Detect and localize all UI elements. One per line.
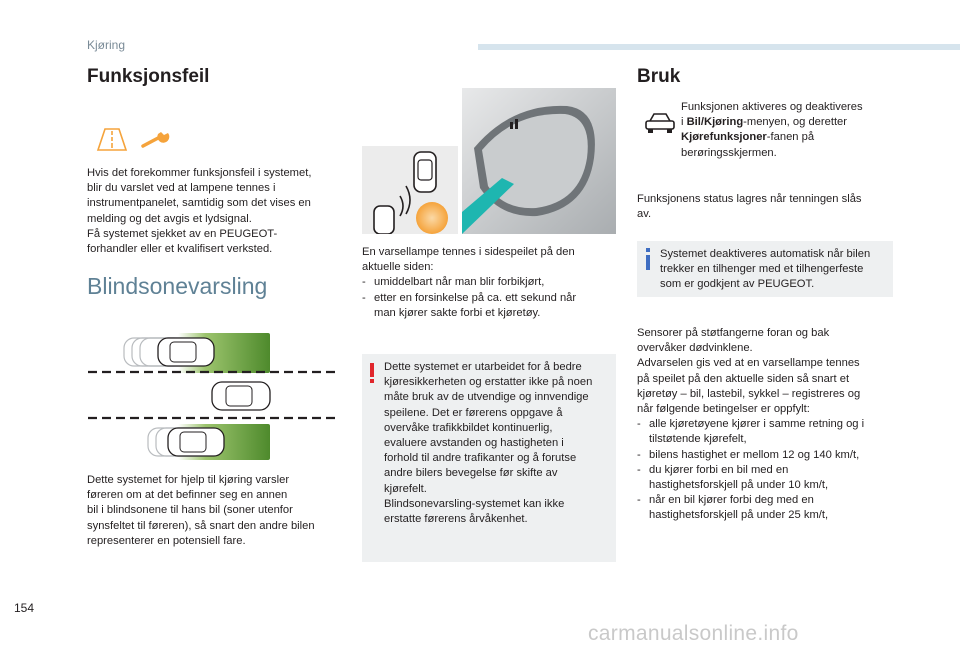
activation-text <box>681 100 901 161</box>
list-item: - bilens hastighet er mellom 12 og 140 km/t, <box>637 448 899 463</box>
description-line: bil i blindsonene til hans bil (soner utenfor <box>87 504 293 517</box>
header-bar <box>478 44 960 50</box>
warning-line: overvåke trafikkbildet kontinuerlig, <box>384 421 553 434</box>
malfunction-title: Funksjonsfeil <box>87 66 210 87</box>
sensor-line: Advarselen gis ved at en varsellampe tennes <box>637 357 860 370</box>
blind-spot-description <box>87 473 342 549</box>
list-item-text: du kjører forbi en bil med en hastighetsforskjell på under 10 km/t, <box>649 463 829 492</box>
activation-line: berøringsskjermen. <box>681 146 777 159</box>
warning-line: kjørefelt. <box>384 482 427 495</box>
status-line: av. <box>637 208 652 221</box>
blind-spot-warning-icon <box>96 126 128 152</box>
warning-line: erstatte førerens årvåkenhet. <box>384 513 528 526</box>
sensor-text <box>637 326 899 524</box>
mirror-illustration <box>362 88 616 234</box>
blind-spot-title: Blindsonevarsling <box>87 273 268 299</box>
description-line: Dette systemet for hjelp til kjøring varsler <box>87 474 290 486</box>
sensor-line: på speilet på den aktuelle siden så snart et <box>637 372 850 385</box>
sensor-line: når følgende betingelser er oppfylt: <box>637 403 810 416</box>
malfunction-line: Hvis det forekommer funksjonsfeil i systemet, <box>87 167 312 179</box>
sensor-line: overvåker dødvinklene. <box>637 342 753 355</box>
status-line: Funksjonens status lagres når tenningen slås <box>637 193 862 205</box>
page-number: 154 <box>14 601 35 615</box>
sensor-line: kjøretøy – bil, lastebil, sykkel – registreres og <box>637 387 861 400</box>
warning-line: måte bruk av de utvendige og innvendige <box>384 391 589 404</box>
list-item-text: umiddelbart når man blir forbikjørt, <box>374 276 545 289</box>
car-icon <box>644 112 676 134</box>
malfunction-line: blir du varslet ved at lampene tennes i <box>87 182 276 195</box>
list-item-text: etter en forsinkelse på ca. ett sekund når man kjører sakte forbi et kjøretøy. <box>374 291 577 319</box>
info-line: trekker en tilhenger med et tilhengerfeste <box>660 263 864 276</box>
use-title: Bruk <box>637 66 681 87</box>
warning-line: Dette systemet er utarbeidet for å bedre <box>384 361 582 373</box>
malfunction-line: forhandler eller et kvalifisert verksted. <box>87 243 273 256</box>
malfunction-line: instrumentpanelet, samtidig som det vises en <box>87 197 311 210</box>
list-item: - du kjører forbi en bil med en hastighetsforskjell på under 10 km/t, <box>637 463 899 493</box>
description-line: synsfeltet til føreren), så snart den andre bilen <box>87 519 315 532</box>
warning-line: forhold til andre trafikanter og å forutse <box>384 452 577 465</box>
list-item-text: når en bil kjører forbi deg med en hastighetsforskjell på under 25 km/t, <box>649 494 829 522</box>
warning-line: Blindsonevarsling-systemet kan ikke <box>384 497 565 510</box>
list-item-text: bilens hastighet er mellom 12 og 140 km/t, <box>649 448 860 461</box>
malfunction-line: melding og det avgis et lydsignal. <box>87 212 252 225</box>
lamp-intro-line: aktuelle siden: <box>362 261 434 274</box>
warning-line: speilene. Det er førerens oppgave å <box>384 406 563 419</box>
activation-line: Kjørefunksjoner-fanen på <box>681 131 815 144</box>
activation-line: i Bil/Kjøring-menyen, og deretter <box>681 116 848 129</box>
status-text <box>637 192 897 222</box>
list-item: - etter en forsinkelse på ca. ett sekund når man kjører sakte forbi et kjøretøy. <box>362 291 612 321</box>
info-text <box>660 247 892 293</box>
section-label: Kjøring <box>87 38 126 52</box>
sensor-line: Sensorer på støtfangerne foran og bak <box>637 327 830 339</box>
list-item: - umiddelbart når man blir forbikjørt, <box>362 275 612 290</box>
info-notice <box>637 241 893 297</box>
warning-text <box>384 360 614 527</box>
lamp-intro-line: En varsellampe tennes i sidespeilet på den <box>362 246 575 258</box>
description-line: representerer en potensiell fare. <box>87 534 246 547</box>
info-line: Systemet deaktiveres automatisk når bilen <box>660 248 871 260</box>
lane-diagram <box>86 330 338 462</box>
malfunction-line: Få systemet sjekket av en PEUGEOT- <box>87 227 278 240</box>
info-line: som er godkjent av PEUGEOT. <box>660 278 815 291</box>
info-icon <box>645 248 651 270</box>
activation-line: Funksjonen aktiveres og deaktiveres <box>681 101 863 113</box>
warning-line: kjøresikkerheten og erstatter ikke på noen <box>384 376 593 389</box>
warning-notice <box>362 354 616 562</box>
wrench-icon <box>140 127 174 151</box>
lamp-explanation <box>362 245 612 321</box>
warning-exclamation-icon <box>369 363 375 383</box>
warning-line: andre bilers bevegelse før skifte av <box>384 467 558 480</box>
list-item: - når en bil kjører forbi deg med en hastighetsforskjell på under 25 km/t, <box>637 493 899 523</box>
description-line: føreren om at det befinner seg en annen <box>87 489 288 502</box>
list-item: - alle kjøretøyene kjører i samme retning og i tilstøtende kjørefelt, <box>637 417 899 447</box>
watermark: carmanualsonline.info <box>588 622 799 645</box>
malfunction-text <box>87 166 337 257</box>
warning-line: evaluere avstanden og hastigheten i <box>384 437 564 450</box>
list-item-text: alle kjøretøyene kjører i samme retning og i tilstøtende kjørefelt, <box>649 418 865 446</box>
